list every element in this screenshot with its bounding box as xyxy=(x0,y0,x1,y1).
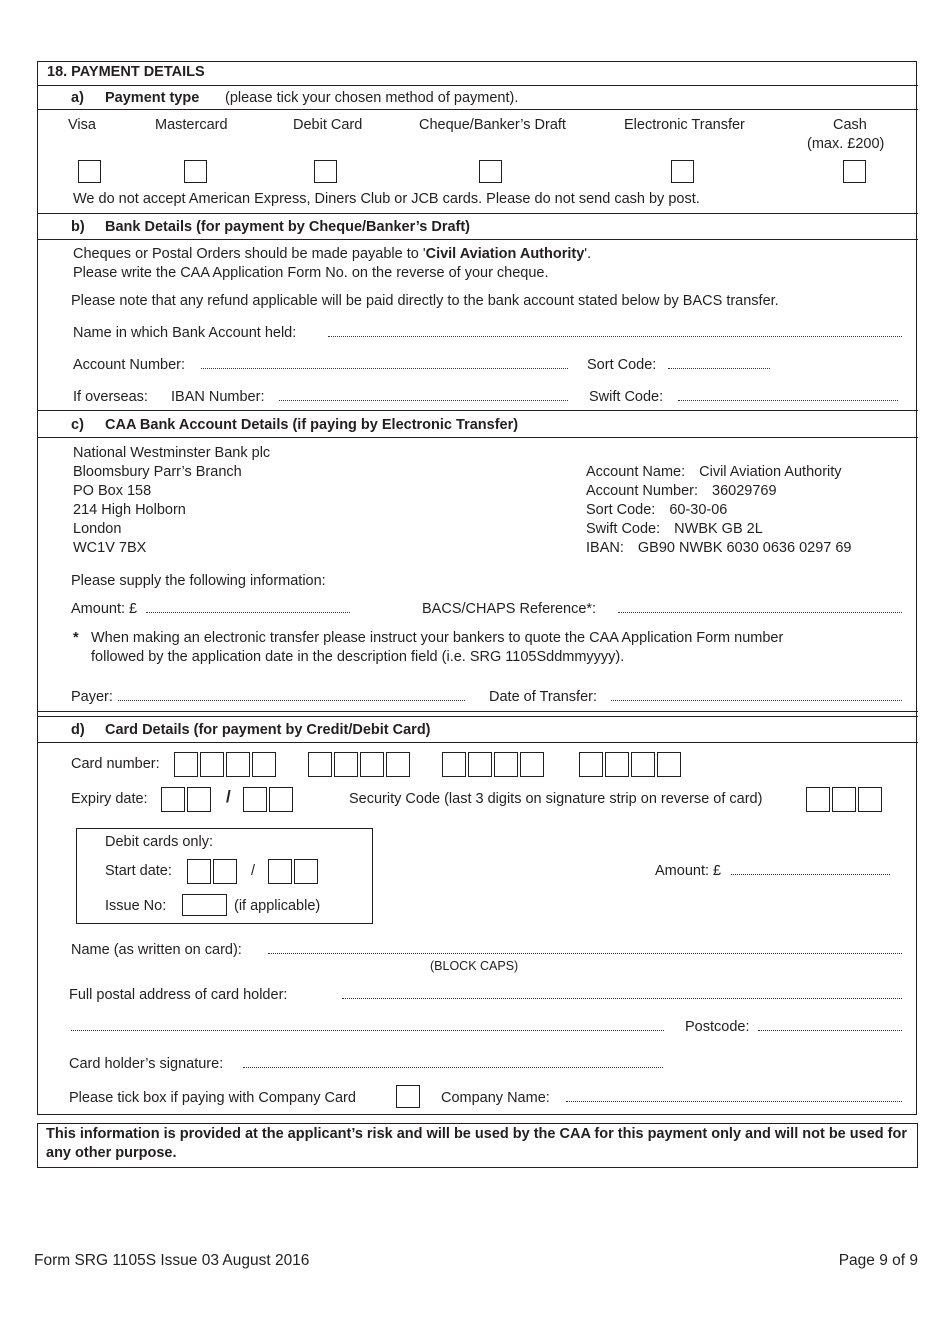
iban-label: IBAN: xyxy=(586,540,624,556)
supply-info-text: Please supply the following information: xyxy=(71,573,326,589)
cheque-reverse-note: Please write the CAA Application Form No. on the reverse of your cheque. xyxy=(73,265,549,281)
postcode-field[interactable] xyxy=(758,1030,902,1031)
issue-no-label: Issue No: xyxy=(105,898,167,914)
card-digit-box[interactable] xyxy=(308,752,332,777)
card-digit-box[interactable] xyxy=(334,752,358,777)
section-c-letter: c) xyxy=(71,417,84,433)
start-date-label: Start date: xyxy=(105,863,172,879)
divider xyxy=(37,85,918,86)
payer-field[interactable] xyxy=(118,700,465,701)
bank-account-name-field[interactable] xyxy=(328,336,902,337)
section-a-letter: a) xyxy=(71,90,84,106)
name-on-card-field[interactable] xyxy=(268,953,902,954)
divider xyxy=(37,742,918,743)
card-digit-box[interactable] xyxy=(631,752,655,777)
start-digit-box[interactable] xyxy=(294,859,318,884)
checkbox-debit-card[interactable] xyxy=(314,160,337,183)
section-c-title: CAA Bank Account Details (if paying by Electronic Transfer) xyxy=(105,417,519,433)
method-label-cash: Cash xyxy=(833,117,867,133)
method-label-mastercard: Mastercard xyxy=(155,117,228,133)
company-card-checkbox[interactable] xyxy=(396,1085,420,1108)
section-d-title: Card Details (for payment by Credit/Debit Card) xyxy=(105,722,431,738)
start-digit-box[interactable] xyxy=(187,859,211,884)
page-number: Page 9 of 9 xyxy=(838,1252,918,1269)
bacs-reference-field[interactable] xyxy=(618,612,902,613)
date-of-transfer-field[interactable] xyxy=(611,700,902,701)
card-number-group-3 xyxy=(442,752,544,777)
divider xyxy=(37,711,918,712)
card-digit-box[interactable] xyxy=(579,752,603,777)
divider xyxy=(37,109,918,110)
card-digit-box[interactable] xyxy=(226,752,250,777)
divider xyxy=(37,239,918,240)
card-digit-box[interactable] xyxy=(520,752,544,777)
privacy-notice-box xyxy=(37,1123,918,1168)
bank-address-line: WC1V 7BX xyxy=(73,540,147,556)
start-digit-box[interactable] xyxy=(213,859,237,884)
expiry-slash: / xyxy=(226,787,231,806)
section-b-title: Bank Details (for payment by Cheque/Banker’s Draft) xyxy=(105,219,471,235)
amount-label: Amount: £ xyxy=(71,601,138,617)
expiry-digit-box[interactable] xyxy=(243,787,267,812)
overseas-label: If overseas: xyxy=(73,389,148,405)
sort-code-field[interactable] xyxy=(668,368,770,369)
name-on-card-label: Name (as written on card): xyxy=(71,942,242,958)
cash-limit-note: (max. £200) xyxy=(807,136,885,152)
card-digit-box[interactable] xyxy=(468,752,492,777)
bank-account-name-label: Name in which Bank Account held: xyxy=(73,325,297,341)
swift-code-label: Swift Code: xyxy=(589,389,664,405)
iban-number-label: IBAN Number: xyxy=(171,389,265,405)
security-code-label: Security Code (last 3 digits on signature strip on reverse of card) xyxy=(349,791,763,807)
block-caps-note: (BLOCK CAPS) xyxy=(430,959,519,973)
expiry-year-boxes xyxy=(243,787,293,812)
security-code-boxes xyxy=(806,787,882,812)
account-name-label: Account Name: xyxy=(586,464,686,480)
start-date-slash: / xyxy=(251,863,256,879)
company-name-label: Company Name: xyxy=(441,1090,550,1106)
postcode-label: Postcode: xyxy=(685,1019,750,1035)
card-holder-address-label: Full postal address of card holder: xyxy=(69,987,288,1003)
cards-disclaimer: We do not accept American Express, Diners Club or JCB cards. Please do not send cash by post. xyxy=(73,191,700,207)
caa-sort-code xyxy=(586,501,727,519)
caa-account-number xyxy=(586,482,777,500)
expiry-month-boxes xyxy=(161,787,211,812)
payer-label: Payer: xyxy=(71,689,113,705)
date-of-transfer-label: Date of Transfer: xyxy=(489,689,597,705)
card-holder-signature-field[interactable] xyxy=(243,1067,663,1068)
bank-address-line: 214 High Holborn xyxy=(73,502,186,518)
payable-to-end: '. xyxy=(584,246,592,262)
account-name-value: Civil Aviation Authority xyxy=(699,464,842,480)
account-number-value: 36029769 xyxy=(712,483,777,499)
expiry-date-label: Expiry date: xyxy=(71,791,148,807)
method-label-visa: Visa xyxy=(68,117,96,133)
sort-code-value: 60-30-06 xyxy=(669,502,728,518)
bank-address-line: PO Box 158 xyxy=(73,483,152,499)
payable-to-line xyxy=(73,245,591,263)
card-amount-label: Amount: £ xyxy=(655,863,722,879)
checkbox-visa[interactable] xyxy=(78,160,101,183)
section-d-letter: d) xyxy=(71,722,85,738)
transfer-footnote: When making an electronic transfer please instruct your bankers to quote the CAA Application Form number xyxy=(91,630,784,646)
card-digit-box[interactable] xyxy=(252,752,276,777)
bank-address-line: Bloomsbury Parr’s Branch xyxy=(73,464,242,480)
card-digit-box[interactable] xyxy=(386,752,410,777)
company-card-label: Please tick box if paying with Company Card xyxy=(69,1090,356,1106)
checkbox-mastercard[interactable] xyxy=(184,160,207,183)
caa-swift-code xyxy=(586,520,763,538)
swift-code-label: Swift Code: xyxy=(586,521,661,537)
divider xyxy=(37,213,918,214)
start-digit-box[interactable] xyxy=(268,859,292,884)
sort-code-label: Sort Code: xyxy=(586,502,656,518)
issue-no-field[interactable] xyxy=(182,894,227,916)
start-year-boxes xyxy=(268,859,318,884)
checkbox-cheque[interactable] xyxy=(479,160,502,183)
sort-code-label: Sort Code: xyxy=(587,357,657,373)
divider xyxy=(37,716,918,717)
divider xyxy=(37,410,918,411)
card-digit-box[interactable] xyxy=(605,752,629,777)
method-label-debit-card: Debit Card xyxy=(293,117,363,133)
expiry-digit-box[interactable] xyxy=(187,787,211,812)
card-holder-address-field-2[interactable] xyxy=(71,1030,664,1031)
card-digit-box[interactable] xyxy=(494,752,518,777)
payee-name: Civil Aviation Authority xyxy=(425,246,585,262)
card-digit-box[interactable] xyxy=(657,752,681,777)
divider xyxy=(37,437,918,438)
section-title: 18. PAYMENT DETAILS xyxy=(47,64,205,80)
card-number-group-1 xyxy=(174,752,276,777)
swift-code-value: NWBK GB 2L xyxy=(674,521,763,537)
card-digit-box[interactable] xyxy=(442,752,466,777)
card-number-group-2 xyxy=(308,752,410,777)
bank-address-line: London xyxy=(73,521,122,537)
account-number-field[interactable] xyxy=(201,368,568,369)
security-digit-box[interactable] xyxy=(806,787,830,812)
debit-cards-only-label: Debit cards only: xyxy=(105,834,213,850)
refund-note: Please note that any refund applicable will be paid directly to the bank account stated below by BACS transfer. xyxy=(71,293,779,309)
checkbox-electronic-transfer[interactable] xyxy=(671,160,694,183)
privacy-notice: This information is provided at the applicant’s risk and will be used by the CAA for this payment only and will not be used for any other purpose. xyxy=(46,1126,907,1161)
card-digit-box[interactable] xyxy=(174,752,198,777)
card-digit-box[interactable] xyxy=(360,752,384,777)
section-a-title: Payment type xyxy=(105,90,200,106)
amount-field[interactable] xyxy=(146,612,350,613)
iban-value: GB90 NWBK 6030 0636 0297 69 xyxy=(637,540,852,556)
account-number-label: Account Number: xyxy=(586,483,699,499)
security-digit-box[interactable] xyxy=(832,787,856,812)
card-holder-signature-label: Card holder’s signature: xyxy=(69,1056,224,1072)
expiry-digit-box[interactable] xyxy=(269,787,293,812)
iban-number-field[interactable] xyxy=(279,400,568,401)
bacs-reference-label: BACS/CHAPS Reference*: xyxy=(422,601,597,617)
start-month-boxes xyxy=(187,859,237,884)
card-number-group-4 xyxy=(579,752,681,777)
account-number-label: Account Number: xyxy=(73,357,186,373)
card-amount-field[interactable] xyxy=(731,874,890,875)
caa-iban xyxy=(586,539,852,557)
section-b-letter: b) xyxy=(71,219,85,235)
section-a-note: (please tick your chosen method of payment). xyxy=(225,90,519,106)
if-applicable-note: (if applicable) xyxy=(234,898,321,914)
card-number-label: Card number: xyxy=(71,756,160,772)
expiry-digit-box[interactable] xyxy=(161,787,185,812)
method-label-cheque: Cheque/Banker’s Draft xyxy=(419,117,566,133)
method-label-electronic-transfer: Electronic Transfer xyxy=(624,117,745,133)
asterisk-marker: * xyxy=(73,630,79,646)
swift-code-field[interactable] xyxy=(678,400,898,401)
card-digit-box[interactable] xyxy=(200,752,224,777)
checkbox-cash[interactable] xyxy=(843,160,866,183)
company-name-field[interactable] xyxy=(566,1101,902,1102)
payable-to-text: Cheques or Postal Orders should be made payable to ' xyxy=(73,246,426,262)
card-holder-address-field[interactable] xyxy=(342,998,902,999)
security-digit-box[interactable] xyxy=(858,787,882,812)
bank-address-line: National Westminster Bank plc xyxy=(73,445,271,461)
transfer-footnote: followed by the application date in the description field (i.e. SRG 1105Sddmmyyyy). xyxy=(91,649,625,665)
caa-account-name xyxy=(586,463,842,481)
form-identifier: Form SRG 1105S Issue 03 August 2016 xyxy=(34,1252,310,1269)
